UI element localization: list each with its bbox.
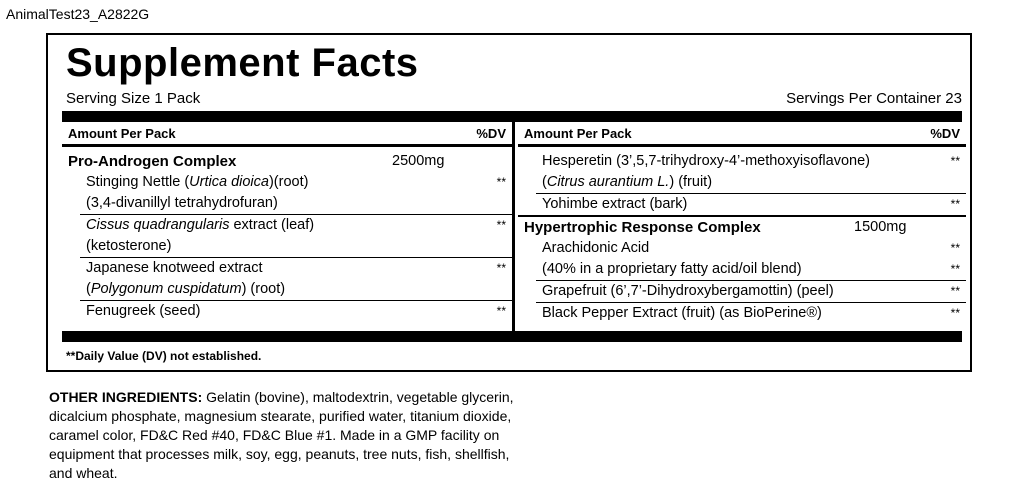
ingredient-line: (3,4-divanillyl tetrahydrofuran)	[86, 195, 278, 211]
ingredient-row	[518, 151, 966, 172]
group-amount: 2500mg	[392, 153, 445, 169]
ingredient-row	[62, 258, 512, 279]
ingredient-row	[62, 193, 512, 214]
ingredient-row	[518, 194, 966, 215]
ingredient-row	[62, 172, 512, 193]
left-table-header	[62, 122, 512, 147]
ingredient-row	[518, 238, 966, 259]
ingredient-row	[62, 301, 512, 322]
dv-header: %DV	[476, 126, 506, 141]
supplement-facts-panel	[46, 33, 972, 372]
dv-value: **	[496, 304, 506, 318]
ingredient-row	[62, 236, 512, 257]
dv-value: **	[950, 306, 960, 320]
group-name: Pro-Androgen Complex	[68, 153, 237, 170]
ingredient-line: (40% in a proprietary fatty acid/oil blend)	[542, 261, 802, 277]
dv-value: **	[950, 262, 960, 276]
ingredient-line: (Citrus aurantium L.) (fruit)	[542, 174, 713, 190]
column-divider	[512, 122, 515, 331]
ingredient-line: Yohimbe extract (bark)	[542, 196, 688, 212]
top-divider-bar	[62, 111, 962, 122]
ingredient-line: (Polygonum cuspidatum) (root)	[86, 281, 286, 297]
servings-per-container: Servings Per Container 23	[786, 90, 962, 107]
dv-value: **	[496, 218, 506, 232]
ingredient-row	[518, 259, 966, 280]
bottom-divider-bar	[62, 331, 962, 342]
dv-header: %DV	[930, 126, 960, 141]
group-name: Hypertrophic Response Complex	[524, 219, 761, 236]
dv-value: **	[950, 241, 960, 255]
dv-value: **	[950, 284, 960, 298]
ingredient-line: Grapefruit (6’,7’-Dihydroxybergamottin) (peel)	[542, 283, 834, 299]
ingredient-row	[518, 281, 966, 302]
other-ingredients-label: OTHER INGREDIENTS:	[49, 389, 203, 405]
serving-size: Serving Size 1 Pack	[66, 90, 201, 107]
right-table-header	[518, 122, 966, 147]
ingredient-row	[518, 172, 966, 193]
group-hypertrophic	[518, 217, 966, 238]
dv-value: **	[496, 175, 506, 189]
ingredient-row	[518, 303, 966, 324]
group-amount: 1500mg	[854, 219, 907, 235]
dv-value: **	[950, 197, 960, 211]
ingredient-line: Arachidonic Acid	[542, 240, 650, 256]
amount-header: Amount Per Pack	[524, 126, 632, 141]
ingredient-row	[62, 279, 512, 300]
ingredient-line: Hesperetin (3’,5,7-trihydroxy-4’-methoxyisoflavone)	[542, 153, 870, 169]
ingredient-line: (ketosterone)	[86, 238, 172, 254]
ingredient-line: Japanese knotweed extract	[86, 260, 263, 276]
other-ingredients	[49, 388, 519, 483]
ingredient-line: Fenugreek (seed)	[86, 303, 201, 319]
dv-value: **	[496, 261, 506, 275]
panel-title: Supplement Facts	[66, 41, 419, 85]
dv-footnote: **Daily Value (DV) not established.	[66, 349, 262, 363]
ingredient-row	[62, 215, 512, 236]
ingredient-line: Stinging Nettle (Urtica dioica)(root)	[86, 174, 309, 190]
group-pro-androgen	[62, 151, 512, 172]
document-id: AnimalTest23_A2822G	[6, 6, 150, 22]
amount-header: Amount Per Pack	[68, 126, 176, 141]
ingredient-line: Black Pepper Extract (fruit) (as BioPerine®)	[542, 305, 822, 321]
right-column	[518, 122, 966, 324]
left-column	[62, 122, 512, 322]
other-ingredients-text: Gelatin (bovine), maltodextrin, vegetable glycerin, dicalcium phosphate, magnesium stearate, purified water, titanium dioxide, caramel color, FD&C Red #40, FD&C Blue #1. Made in a GMP facility on equipment that processes milk, soy, egg, peanuts, tree nuts, fish, shellfish, and wheat.	[49, 389, 514, 481]
ingredient-line: Cissus quadrangularis extract (leaf)	[86, 217, 315, 233]
dv-value: **	[950, 154, 960, 168]
